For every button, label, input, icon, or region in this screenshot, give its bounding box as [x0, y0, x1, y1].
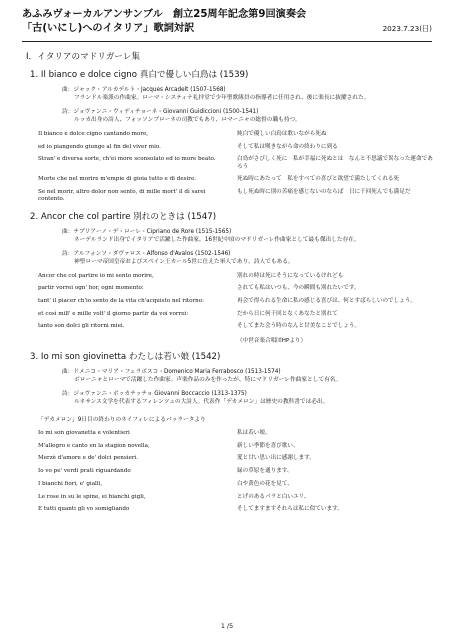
japanese-line: 新しい季節を喜び歌い、 — [237, 442, 299, 449]
lyric-row — [38, 189, 436, 204]
italian-line: partir vorrei ogn' hor, ogni momento: — [38, 285, 144, 292]
italian-line: Ancor che col partire io mi sento morire, — [38, 272, 154, 279]
lyrics-table — [38, 430, 436, 513]
poet-credit: 詩：ジョヴァンニ・ヴィディチョーネ・Giovanni Guidiccioni (1500-1541) ルッカ出身の詩人、フォッソンブローネの司教でもあり、ロマーニャの総督の職も持つ。 — [62, 109, 301, 123]
italian-line: tanto son dolci gli ritorni miei. — [38, 323, 125, 330]
italian-line: Morte che nel morire m'empie di gioia tutto e di desire. — [38, 176, 197, 183]
lyrics-table — [38, 273, 436, 331]
italian-line: tant' il piacer ch'io sento de la vita ch'acquisto nel ritorno: — [38, 298, 205, 305]
japanese-line: 白鳥がさびしく死に 私が幸福に死ぬとは なんと不思議で異なった運命であろう — [237, 156, 433, 170]
japanese-line: だから日に何千回となくあなたと別れて — [237, 310, 338, 317]
japanese-line: されても私はいつも、今の瞬間も別れたいです。 — [237, 285, 360, 292]
page-number: 1 /5 — [220, 622, 234, 630]
lyrics-intro: 「デカメロン」9日目の終わりのネイフィレによるバッラータより — [38, 417, 206, 424]
japanese-line: もし死ぬ時に別の苦痛を感じないのならば 日に千回死んでも満足だ — [237, 189, 411, 196]
source-note: （中世音楽合唱団HPより） — [237, 338, 307, 345]
composer-credit: 曲：チプリアーノ・デ・ローレ・Cipriano de Rore (1515-1565) ネーデルランド出身でイタリアで活躍した作曲家。16世紀中頃のマドリガーレ作曲家として最も傑出した存在。 — [62, 228, 360, 243]
italian-line: et così mill' e mille volt' il giorno partir da voi vorrei: — [38, 310, 189, 317]
italian-line: M'allegro e canto en la stagion novella, — [38, 442, 150, 449]
header-divider — [22, 41, 432, 42]
lyric-row — [38, 506, 436, 513]
lyric-row — [38, 430, 436, 437]
song-title: 2. Ancor che col partire 別れのときは (1547) — [30, 211, 217, 222]
italian-line: Merzè d'amore e de' dolci pensieri. — [38, 455, 139, 462]
poet-credit: 詩：アルフォンソ・ダヴァロス・Alfonso d'Avalos (1502-1546) 神聖ローマ帝国皇帝およびスペイン王カール5世に仕えた軍人であり、詩人でもある。 — [62, 250, 294, 265]
italian-line: Io vo pe' verdi prati riguardando — [38, 468, 131, 475]
japanese-line: 純白で優しい白鳥は歌いながら死ぬ — [237, 131, 327, 137]
lyric-row — [38, 443, 436, 450]
lyric-row — [38, 131, 436, 138]
document-subtitle: 「古(いにし)へのイタリア」歌詞対訳 — [22, 23, 195, 34]
lyric-row — [38, 156, 436, 171]
composer-credit: 曲：ドメニコ・マリア・フェラボスコ・Domenico Maria Ferrabosco (1513-1574) ボローニャとローマで活躍した作曲家。声楽作品のみを作ったが、特にマドリガーレ作曲家として有名。 — [62, 369, 342, 384]
song-section-1 — [22, 68, 432, 204]
lyric-row — [38, 494, 436, 501]
song-section-3 — [22, 350, 432, 513]
lyric-row — [38, 323, 436, 330]
lyrics-table — [38, 131, 436, 204]
japanese-line: そして私は嘆きながら命の終わりに到る — [237, 143, 338, 150]
japanese-line: 別れの時は死にそうになっているけれども — [237, 272, 344, 279]
italian-line: Le rose in su le spine, ei bianchi gigli, — [38, 493, 146, 500]
italian-line: Se nel morir, altro dolor non sento, di mille mort' il dì sarei contento. — [38, 189, 206, 203]
part-heading: Ⅰ．イタリアのマドリガーレ集 — [26, 52, 140, 62]
concert-title: あふみヴォーカルアンサンブル 創立25周年記念第9回演奏会 — [22, 9, 307, 20]
concert-date: 2023.7.23(日) — [382, 24, 432, 33]
japanese-line: そしてますますそれらは私に似ています。 — [237, 506, 343, 513]
song-title: 3. Io mi son giovinetta わたしは若い娘 (1542) — [30, 352, 221, 363]
lyric-row — [38, 455, 436, 462]
italian-line: Io mi son giovanetta e volentieri — [38, 430, 130, 437]
japanese-line: 緑の草原を通ります、 — [237, 468, 293, 475]
lyric-row — [38, 176, 436, 183]
lyric-row — [38, 468, 436, 475]
lyric-row — [38, 481, 436, 488]
japanese-line: 愛と甘い思い出に感謝します。 — [237, 455, 315, 462]
page-header — [22, 8, 432, 42]
italian-line: I bianchi fiori, e' gialli, — [38, 480, 103, 487]
japanese-line: とげのあるバラと白いユリ、 — [237, 493, 310, 500]
japanese-line: 再会で得られる生命に私の感じる喜びは、何とすばらしいのでしょう。 — [237, 298, 417, 305]
italian-line: E tutti quanti gli vo somigliando — [38, 506, 130, 513]
japanese-line: 死ぬ時にあたって 私をすべての喜びと欲望で満たしてくれる死 — [237, 176, 400, 183]
lyric-row — [38, 144, 436, 151]
song-title: 1. Il bianco e dolce cigno 真白で優しい白鳥は (1539) — [30, 70, 249, 80]
lyric-row — [38, 273, 436, 280]
song-section-2 — [22, 210, 432, 344]
composer-credit: 曲：ジャック・アルカデルト・Jacques Arcadelt (1507-1568) フランドル楽派の作曲家。ローマ・システィナ礼拝堂で少年聖歌隊員の指導者に任用され、後に楽長に抜擢された。 — [62, 87, 370, 101]
italian-line: ed io piangendo giungo al fin del viver mio. — [38, 143, 161, 150]
japanese-line: 白や黄色の花を見て、 — [237, 480, 293, 487]
lyric-row — [38, 298, 436, 305]
italian-line: Il bianco e dolce cigno cantando more, — [38, 131, 149, 137]
japanese-line: 私は若い娘、 — [237, 430, 271, 437]
lyric-row — [38, 311, 436, 318]
poet-credit: 詩：ジョヴァンニ・ボッカチッチョ Giovanni Boccaccio (1313-1375) ルネサンス文学を代表するフィレンツェの大詩人。代表作「デカメロン」は歴史の教科書では必出。 — [62, 391, 329, 406]
japanese-line: そしてまた会う時のなんと甘美なことでしょう。 — [237, 323, 361, 330]
italian-line: Stran' e diversa sorte, ch'ei more sconsolato ed io more beato. — [38, 156, 216, 163]
lyric-row — [38, 285, 436, 292]
